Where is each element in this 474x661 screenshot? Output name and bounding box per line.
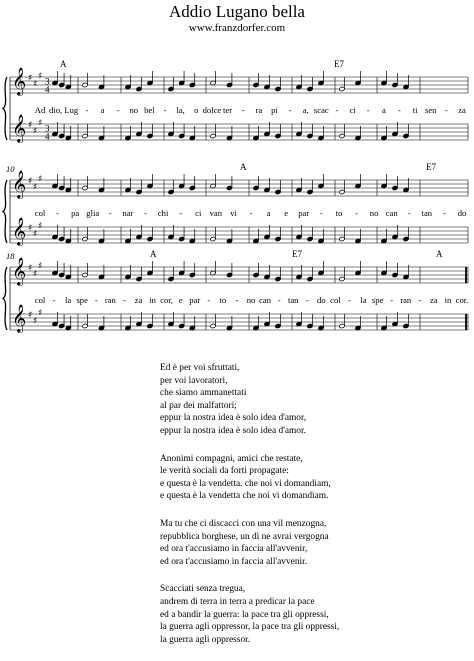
lyric-syllable: col (330, 295, 341, 305)
lyric-syllable: pa (71, 208, 80, 218)
lyric-syllable: ci (349, 105, 356, 115)
treble-clef: 𝄞 (12, 67, 27, 95)
lyric-syllable: a (381, 105, 386, 115)
lyric-syllable: za (134, 295, 143, 305)
sharp-sign: ♯ (33, 229, 38, 240)
lyric-syllable: - (390, 295, 394, 305)
lyric-syllable: a, (302, 105, 309, 115)
verse-line: la guerra agli oppressor, la pace tra gli oppressi, (160, 622, 340, 633)
treble-clef: 𝄞 (12, 217, 27, 245)
lyric-syllable: e (178, 295, 183, 305)
lyric-syllable: sen (425, 105, 437, 115)
verse-line: e questa è la vendetta. che noi vi domandiam, (160, 478, 331, 489)
verse-stanza (160, 583, 460, 646)
lyric-syllable: col (34, 208, 46, 218)
sharp-sign: ♯ (38, 221, 43, 232)
lyric-syllable: - (348, 295, 351, 305)
time-signature-bottom: 4 (45, 131, 50, 142)
sharp-sign: ♯ (28, 120, 33, 131)
lyric-syllable: la, (176, 105, 185, 115)
lyric-syllable: cor. (455, 295, 469, 305)
system-brace (3, 267, 7, 330)
lyric-syllable: par (298, 208, 310, 218)
verse-line: eppur la nostra idea è solo idea d'amor. (160, 425, 306, 436)
verse-line: Ma tu che ci discacci con una vil menzogna, (160, 518, 327, 529)
sharp-sign: ♯ (38, 308, 43, 319)
lyric-syllable: - (163, 105, 167, 115)
sharp-sign: ♯ (28, 263, 33, 274)
verse-line: per voi lavoratori, (160, 375, 228, 386)
verse-line: ed a bandir la guerra: la pace tra gli oppressi, (160, 609, 329, 620)
lyric-syllable: to (219, 295, 227, 305)
lyric-syllable: dio, (49, 105, 63, 115)
lyric-syllable: - (442, 208, 446, 218)
sharp-sign: ♯ (38, 118, 43, 129)
lyric-syllable: - (94, 295, 98, 305)
lyric-syllable: in (444, 295, 452, 305)
measure-number: 18 (6, 251, 15, 261)
lyric-syllable: za (430, 295, 438, 305)
lyric-syllable: - (444, 105, 448, 115)
treble-clef: 𝄞 (12, 170, 27, 198)
lyric-syllable: - (277, 295, 281, 305)
system-brace (3, 180, 7, 243)
website-url: www.franzdorfer.com (188, 22, 286, 34)
treble-clef: 𝄞 (12, 257, 27, 285)
lyric-syllable: par (189, 295, 201, 305)
verse-line: Scacciati senza tregua, (160, 584, 246, 595)
sharp-sign: ♯ (33, 182, 38, 193)
verse-line: ed ora t'accusiamo in faccia all'avvenir. (160, 556, 308, 567)
melody-staff (10, 77, 468, 93)
lyric-syllable: - (122, 295, 126, 305)
sharp-sign: ♯ (28, 223, 33, 234)
lyric-syllable: a (100, 105, 105, 115)
lyric-syllable: a (266, 208, 271, 218)
lyric-syllable: o (194, 105, 199, 115)
lyric-syllable: Lug (64, 105, 79, 115)
lyric-syllable: can (259, 295, 272, 305)
lyric-syllable: scac (313, 105, 329, 115)
chord-symbol: E7 (292, 249, 302, 259)
melody-staff (10, 180, 468, 196)
lyric-syllable: - (207, 295, 211, 305)
lyric-syllable: van (209, 208, 223, 218)
lyric-syllable: can (385, 208, 398, 218)
lyric-syllable: - (144, 208, 147, 218)
verse-line: Anonimi compagni, amici che restate, (160, 453, 303, 464)
time-signature-top: 3 (45, 76, 50, 87)
lyric-syllable: ti (412, 105, 418, 115)
sharp-sign: ♯ (38, 261, 43, 272)
verse-line: e questa è la vendetta che noi vi domandiam. (160, 491, 329, 502)
verse-line: la guerra agli oppressor. (160, 634, 251, 645)
lyric-syllable: Ad (34, 105, 46, 115)
lyric-syllable: - (108, 208, 112, 218)
lyric-syllable: chi (157, 208, 169, 218)
lyric-syllable: - (241, 105, 245, 115)
verse-line: repubblica borghese, un dì ne avrai vergogna (160, 531, 329, 542)
lyric-syllable: - (355, 208, 358, 218)
lyric-syllable: - (52, 295, 56, 305)
lyric-syllable: do (457, 208, 467, 218)
sharp-sign: ♯ (33, 79, 38, 90)
lyric-syllable: - (116, 105, 120, 115)
chord-symbol: A (60, 59, 67, 69)
lyric-syllable: no (246, 295, 256, 305)
sharp-sign: ♯ (28, 176, 33, 187)
lyric-syllable: spe (371, 295, 384, 305)
lyric-syllable: bel (144, 105, 155, 115)
lyric-syllable: in (149, 295, 156, 305)
lyric-syllable: - (418, 295, 422, 305)
lyric-syllable: ter (223, 105, 233, 115)
lyric-syllable: col (34, 295, 46, 305)
verse-line: ed ora t'accusiamo in faccia all'avvenir, (160, 544, 308, 555)
lyric-syllable: cor, (160, 295, 173, 305)
lyric-syllable: za (458, 105, 466, 115)
lyric-syllable: la (65, 295, 72, 305)
chord-symbol: E7 (426, 162, 436, 172)
melody-staff (10, 267, 468, 283)
lyric-syllable: - (335, 105, 339, 115)
lyric-syllable: - (288, 105, 292, 115)
verse-line: eppur la nostra idea è solo idea d'amor, (160, 413, 307, 424)
second-voice-staff (10, 124, 468, 140)
lyric-syllable: - (249, 208, 253, 218)
lyric-syllable: - (179, 208, 183, 218)
verse-stanza (160, 362, 460, 438)
lyric-syllable: glia (86, 208, 100, 218)
lyric-syllable: no (129, 105, 139, 115)
lyric-syllable: la (360, 295, 367, 305)
treble-clef: 𝄞 (12, 114, 27, 142)
lyric-syllable: ci (195, 208, 202, 218)
lyric-syllable: ran (104, 295, 116, 305)
treble-clef: 𝄞 (12, 304, 27, 332)
lyric-syllable: - (398, 105, 401, 115)
second-voice-staff (10, 314, 468, 330)
time-signature-top: 3 (45, 123, 50, 134)
lyric-syllable: ran (400, 295, 412, 305)
time-signature-bottom: 4 (45, 84, 50, 95)
lyric-syllable: no (369, 208, 379, 218)
measure-number: 10 (6, 164, 15, 174)
sharp-sign: ♯ (33, 269, 38, 280)
system-brace (3, 77, 7, 140)
chord-symbol: A (436, 249, 443, 259)
lyric-syllable: do (317, 295, 326, 305)
sharp-sign: ♯ (28, 73, 33, 84)
lyric-syllable: dolce (202, 105, 222, 115)
lyric-syllable: tan (421, 208, 433, 218)
lyric-syllable: - (319, 208, 323, 218)
lyric-syllable: ra (255, 105, 263, 115)
chord-symbol: A (240, 162, 247, 172)
verse-line: Ed è per voi sfruttati, (160, 363, 240, 373)
verse-stanza (160, 518, 460, 568)
lyric-syllable: - (85, 105, 89, 115)
verse-line: al par dei malfattori; (160, 400, 237, 411)
verse-line: andrem di terra in terra a predicar la pace (160, 596, 315, 607)
chord-symbol: E7 (334, 59, 344, 69)
chord-symbol: A (150, 249, 157, 259)
lyric-syllable: - (407, 208, 411, 218)
sharp-sign: ♯ (33, 316, 38, 327)
verse-stanza (160, 453, 460, 503)
verse-line: le verità sociali da forti propagate: (160, 466, 289, 477)
sharp-sign: ♯ (33, 126, 38, 137)
lyric-syllable: to (335, 208, 343, 218)
lyric-syllable: - (56, 208, 60, 218)
lyric-syllable: pi (271, 105, 278, 115)
second-voice-staff (10, 227, 468, 243)
verse-line: che siamo ammanettati (160, 388, 247, 399)
lyric-syllable: - (235, 295, 239, 305)
lyric-syllable: e (284, 208, 289, 218)
lyric-syllable: tan (287, 295, 299, 305)
lyric-syllable: - (366, 105, 370, 115)
song-title: Addio Lugano bella (169, 2, 305, 21)
lyric-syllable: - (305, 295, 309, 305)
lyric-syllable: spe (76, 295, 88, 305)
sharp-sign: ♯ (38, 174, 43, 185)
lyric-syllable: vi (230, 208, 237, 218)
sharp-sign: ♯ (28, 310, 33, 321)
verses (160, 362, 460, 661)
lyric-syllable: nar (122, 208, 134, 218)
sharp-sign: ♯ (38, 71, 43, 82)
